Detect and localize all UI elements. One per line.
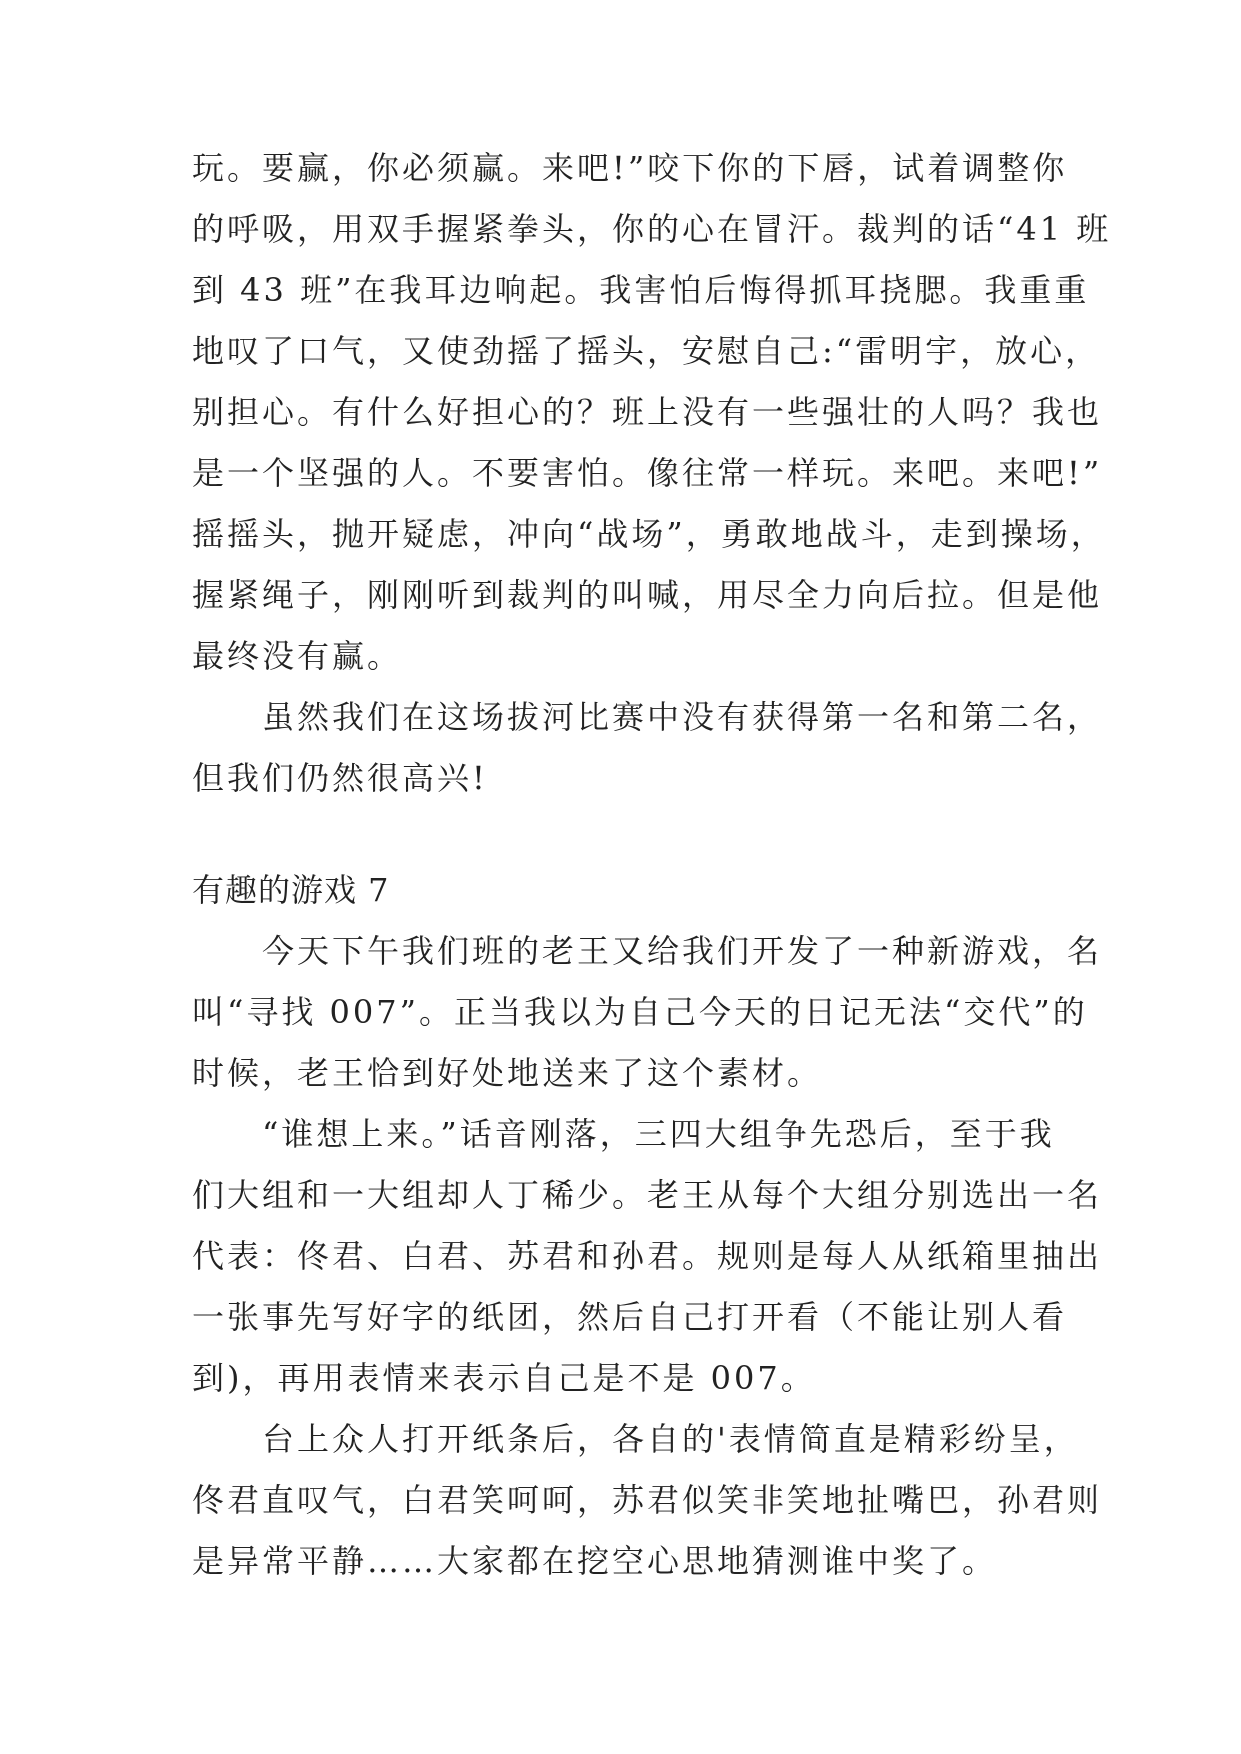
text-line: 是异常平静……大家都在挖空心思地猜测谁中奖了。 [192,1542,998,1580]
text-line: 摇摇头，抛开疑虑，冲向“战场”，勇敢地战斗，走到操场， [192,515,1106,553]
text-line: 代表：佟君、白君、苏君和孙君。规则是每人从纸箱里抽出 [192,1237,1103,1275]
text-line: 的呼吸，用双手握紧拳头，你的心在冒汗。裁判的话“41 班 [192,210,1112,248]
text-line: 佟君直叹气，白君笑呵呵，苏君似笑非笑地扯嘴巴，孙君则 [192,1481,1103,1519]
paragraph-start-line: “谁想上来。”话音刚落，三四大组争先恐后，至于我 [262,1115,1055,1153]
text-line: 最终没有赢。 [192,637,403,675]
text-line: 地叹了口气，又使劲摇了摇头，安慰自己:“雷明宇，放心， [192,332,1101,370]
text-line: 一张事先写好字的纸团，然后自己打开看（不能让别人看 [192,1298,1068,1336]
paragraph-start-line: 今天下午我们班的老王又给我们开发了一种新游戏，名 [262,932,1103,970]
text-line: 到 43 班”在我耳边响起。我害怕后悔得抓耳挠腮。我重重 [192,271,1090,309]
paragraph-start-line: 台上众人打开纸条后，各自的'表情简直是精彩纷呈， [262,1420,1079,1458]
text-line: 是一个坚强的人。不要害怕。像往常一样玩。来吧。来吧!” [192,454,1103,492]
text-line: 玩。要赢，你必须赢。来吧!”咬下你的下唇，试着调整你 [192,149,1068,187]
section-title: 有趣的游戏 7 [192,871,390,909]
paragraph-start-line: 虽然我们在这场拔河比赛中没有获得第一名和第二名， [262,698,1103,736]
text-line: 握紧绳子，刚刚听到裁判的叫喊，用尽全力向后拉。但是他 [192,576,1103,614]
text-line: 但我们仍然很高兴! [192,759,488,797]
text-line: 别担心。有什么好担心的？班上没有一些强壮的人吗？我也 [192,393,1103,431]
text-line: 们大组和一大组却人丁稀少。老王从每个大组分别选出一名 [192,1176,1103,1214]
text-line: 到)，再用表情来表示自己是不是 007。 [192,1359,816,1397]
text-line: 叫“寻找 007”。正当我以为自己今天的日记无法“交代”的 [192,993,1088,1031]
text-line: 时候，老王恰到好处地送来了这个素材。 [192,1054,823,1092]
